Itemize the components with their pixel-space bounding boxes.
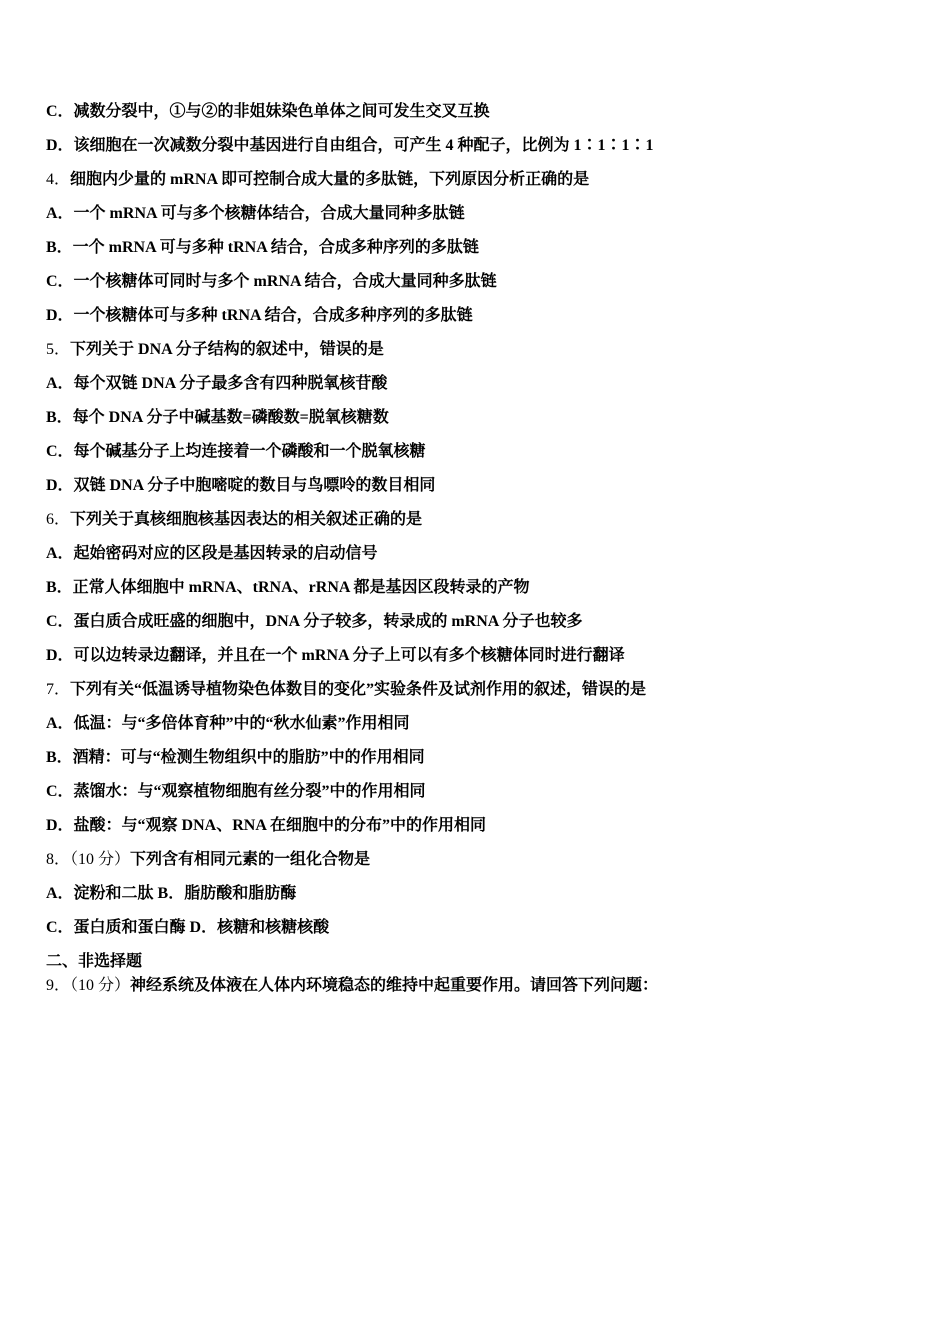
answer-option: D．一个核糖体可与多种 tRNA 结合，合成多种序列的多肽链 <box>46 307 473 324</box>
question-text: 下列含有相同元素的一组化合物是 <box>130 851 371 868</box>
question-text: 下列关于真核细胞核基因表达的相关叙述正确的是 <box>70 511 423 528</box>
answer-option: C．减数分裂中，①与②的非姐妹染色单体之间可发生交叉互换 <box>46 103 490 120</box>
answer-option: D．该细胞在一次减数分裂中基因进行自由组合，可产生 4 种配子，比例为 1∶1∶1∶1 <box>46 137 654 154</box>
question-number: 5． <box>46 341 71 358</box>
answer-option: A．淀粉和二肽 B．脂肪酸和脂肪酶 <box>46 885 297 902</box>
answer-option: C．每个碱基分子上均连接着一个磷酸和一个脱氧核糖 <box>46 443 426 460</box>
answer-option: B．酒精：可与“检测生物组织中的脂肪”中的作用相同 <box>46 749 425 766</box>
answer-option: D．可以边转录边翻译，并且在一个 mRNA 分子上可以有多个核糖体同时进行翻译 <box>46 647 625 664</box>
answer-option: A．每个双链 DNA 分子最多含有四种脱氧核苷酸 <box>46 375 388 392</box>
question-stem <box>46 510 422 530</box>
question-number: 6． <box>46 511 71 528</box>
question-stem <box>46 850 370 870</box>
question-number: 9．（10 分） <box>46 977 131 994</box>
answer-option: B．正常人体细胞中 mRNA、tRNA、rRNA 都是基因区段转录的产物 <box>46 579 530 596</box>
answer-option: C．蒸馏水：与“观察植物细胞有丝分裂”中的作用相同 <box>46 783 426 800</box>
question-stem <box>46 340 384 360</box>
answer-option: B．一个 mRNA 可与多种 tRNA 结合，合成多种序列的多肽链 <box>46 239 479 256</box>
question-stem <box>46 976 658 996</box>
answer-option: C．一个核糖体可同时与多个 mRNA 结合，合成大量同种多肽链 <box>46 273 497 290</box>
question-stem <box>46 680 646 700</box>
question-number: 4． <box>46 171 71 188</box>
answer-option: D．盐酸：与“观察 DNA、RNA 在细胞中的分布”中的作用相同 <box>46 817 487 834</box>
answer-option: A．起始密码对应的区段是基因转录的启动信号 <box>46 545 378 562</box>
question-text: 神经系统及体液在人体内环境稳态的维持中起重要作用。请回答下列问题： <box>130 977 659 994</box>
question-number: 7． <box>46 681 71 698</box>
question-text: 细胞内少量的 mRNA 即可控制合成大量的多肽链，下列原因分析正确的是 <box>70 171 590 188</box>
answer-option: C．蛋白质合成旺盛的细胞中，DNA 分子较多，转录成的 mRNA 分子也较多 <box>46 613 583 630</box>
answer-option: D．双链 DNA 分子中胞嘧啶的数目与鸟嘌呤的数目相同 <box>46 477 436 494</box>
section-heading: 二、非选择题 <box>46 953 143 970</box>
answer-option: A．低温：与“多倍体育种”中的“秋水仙素”作用相同 <box>46 715 410 732</box>
question-text: 下列有关“低温诱导植物染色体数目的变化”实验条件及试剂作用的叙述，错误的是 <box>70 681 647 698</box>
question-stem <box>46 170 589 190</box>
answer-option: B．每个 DNA 分子中碱基数=磷酸数=脱氧核糖数 <box>46 409 389 426</box>
answer-option: A．一个 mRNA 可与多个核糖体结合，合成大量同种多肽链 <box>46 205 465 222</box>
question-number: 8．（10 分） <box>46 851 131 868</box>
answer-option: C．蛋白质和蛋白酶 D．核糖和核糖核酸 <box>46 919 330 936</box>
question-text: 下列关于 DNA 分子结构的叙述中，错误的是 <box>70 341 384 358</box>
